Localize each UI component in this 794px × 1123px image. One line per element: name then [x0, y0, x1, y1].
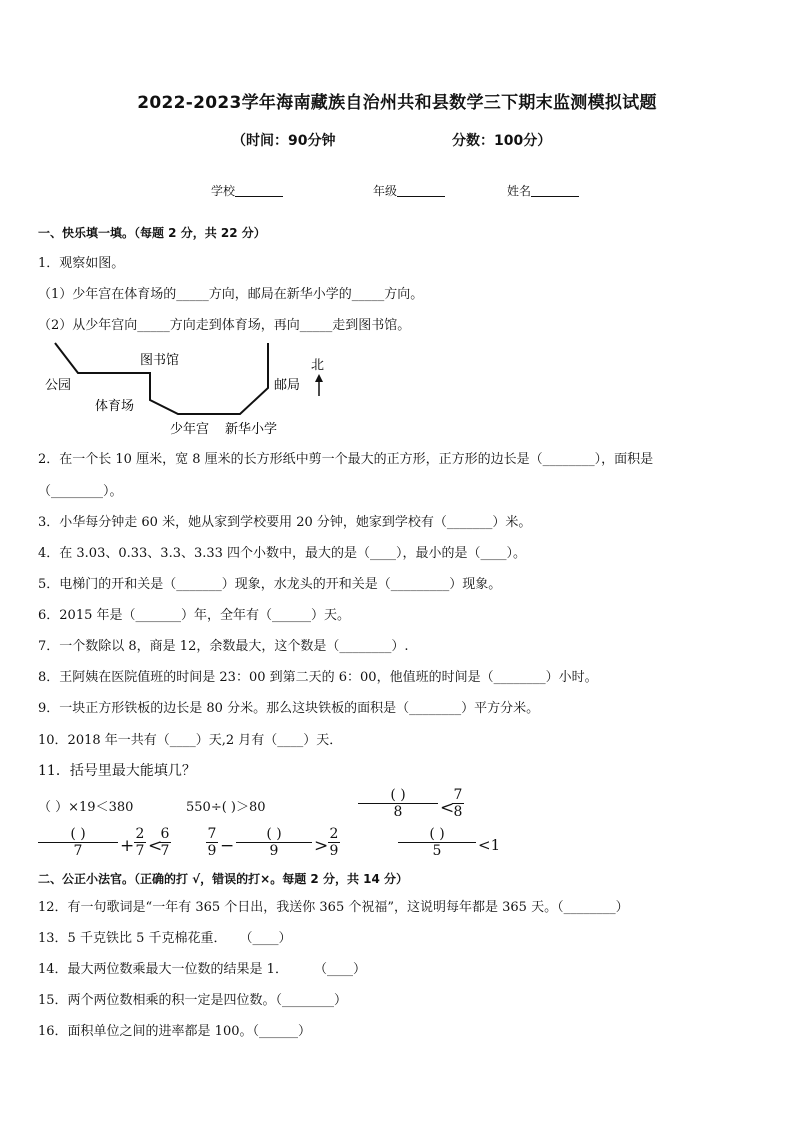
fraction-denominator: 9: [329, 843, 339, 859]
question-4: 4．在 3.03、0.33、3.3、3.33 四个小数中，最大的是（____），最小的是（____）。: [38, 546, 527, 561]
greater-than-sign: >: [314, 836, 329, 856]
fraction-numerator: ( ): [390, 787, 406, 803]
fraction-denominator: 9: [269, 843, 279, 859]
question-5: 5．电梯门的开和关是（_______）现象，水龙头的开和关是（_________）现象。: [38, 577, 502, 592]
route-map: [40, 338, 340, 438]
fraction-denominator: 7: [73, 843, 83, 859]
q11-e-blank-fraction: [236, 826, 312, 859]
question-13: 13．5 千克铁比 5 千克棉花重． （____）: [38, 931, 292, 946]
grade-field: [373, 182, 445, 199]
post-office-label: 邮局: [274, 378, 301, 393]
school-field: [211, 182, 283, 199]
fraction-denominator: 9: [207, 843, 217, 859]
name-field: [507, 182, 579, 199]
fraction-numerator: ( ): [429, 826, 445, 842]
park-label: 公园: [45, 378, 72, 393]
fraction-numerator: 7: [453, 787, 463, 803]
question-1-part-1: （1）少年宫在体育场的_____方向，邮局在新华小学的_____方向。: [38, 287, 424, 302]
library-label: 图书馆: [140, 353, 180, 368]
q11-f-blank-fraction: [398, 826, 476, 859]
school-blank: [235, 184, 283, 197]
q11-c-blank-fraction: [358, 787, 438, 820]
q11-d-blank-fraction: [38, 826, 118, 859]
q11-e-seven-ninths: [206, 826, 218, 859]
fraction-numerator: ( ): [70, 826, 86, 842]
youth-palace-label: 少年宫: [170, 422, 210, 437]
question-12: 12．有一句歌词是“一年有 365 个日出，我送你 365 个祝福”，这说明每年都是 365 天。（________）: [38, 900, 629, 915]
name-label: 姓名: [507, 184, 532, 198]
question-1: 1．观察如图。: [38, 256, 125, 271]
section-2-heading: 二、公正小法官。（正确的打 √，错误的打×。每题 2 分，共 14 分）: [38, 872, 408, 886]
minus-sign: −: [220, 836, 235, 856]
question-7: 7．一个数除以 8，商是 12，余数最大，这个数是（________）.: [38, 639, 409, 654]
q11-e-two-ninths: [328, 826, 340, 859]
less-than-sign: <: [440, 798, 455, 818]
page-title: 2022-2023学年海南藏族自治州共和县数学三下期末监测模拟试题: [137, 93, 657, 113]
question-2-cont: （________）。: [38, 484, 123, 499]
question-15: 15．两个两位数相乘的积一定是四位数。（________）: [38, 993, 348, 1008]
question-14: 14．最大两位数乘最大一位数的结果是 1． （____）: [38, 962, 366, 977]
fraction-numerator: 6: [160, 826, 170, 842]
grade-label: 年级: [373, 184, 398, 198]
question-2: 2．在一个长 10 厘米，宽 8 厘米的长方形纸中剪一个最大的正方形，正方形的边长是（________），面积是: [38, 452, 654, 467]
exam-score: 分数：100分）: [452, 133, 552, 149]
fraction-denominator: 7: [135, 843, 145, 859]
question-3: 3．小华每分钟走 60 米，她从家到学校要用 20 分钟，她家到学校有（_______）米。: [38, 515, 532, 530]
q11-item-b: 550÷( )＞80: [186, 800, 266, 815]
fraction-denominator: 5: [432, 843, 442, 859]
question-10: 10．2018 年一共有（____）天,2 月有（____）天．: [38, 733, 343, 748]
question-16: 16．面积单位之间的进率都是 100。（______）: [38, 1024, 311, 1039]
section-1-heading: 一、快乐填一填。（每题 2 分，共 22 分）: [38, 226, 266, 240]
exam-time: （时间：90分钟: [232, 133, 336, 149]
fraction-denominator: 8: [453, 804, 463, 820]
question-1-part-2: （2）从少年宫向_____方向走到体育场，再向_____走到图书馆。: [38, 318, 411, 333]
xinhua-school-label: 新华小学: [225, 422, 278, 437]
fraction-denominator: 7: [160, 843, 170, 859]
fraction-numerator: 2: [329, 826, 339, 842]
fraction-numerator: ( ): [266, 826, 282, 842]
less-than-sign: <: [148, 836, 163, 856]
north-label: 北: [311, 358, 325, 373]
q11-d-six-sevenths: [159, 826, 171, 859]
fraction-numerator: 7: [207, 826, 217, 842]
q11-d-two-sevenths: [134, 826, 146, 859]
name-blank: [531, 184, 579, 197]
fraction-numerator: 2: [135, 826, 145, 842]
question-11: 11．括号里最大能填几？: [38, 763, 196, 779]
question-9: 9．一块正方形铁板的边长是 80 分米。那么这块铁板的面积是（________）平方分米。: [38, 701, 540, 716]
q11-c-seven-eighths: [452, 787, 464, 820]
question-8: 8．王阿姨在医院值班的时间是 23：00 到第二天的 6：00，他值班的时间是（________）小时。: [38, 670, 598, 685]
stadium-label: 体育场: [95, 399, 135, 414]
less-than-one: <1: [478, 836, 501, 854]
north-arrowhead-icon: [315, 374, 323, 382]
school-label: 学校: [211, 184, 236, 198]
question-6: 6．2015 年是（_______）年，全年有（______）天。: [38, 608, 350, 623]
fraction-denominator: 8: [393, 804, 403, 820]
plus-sign: +: [120, 836, 135, 856]
q11-item-a: （ ）×19＜380: [38, 800, 134, 815]
grade-blank: [397, 184, 445, 197]
